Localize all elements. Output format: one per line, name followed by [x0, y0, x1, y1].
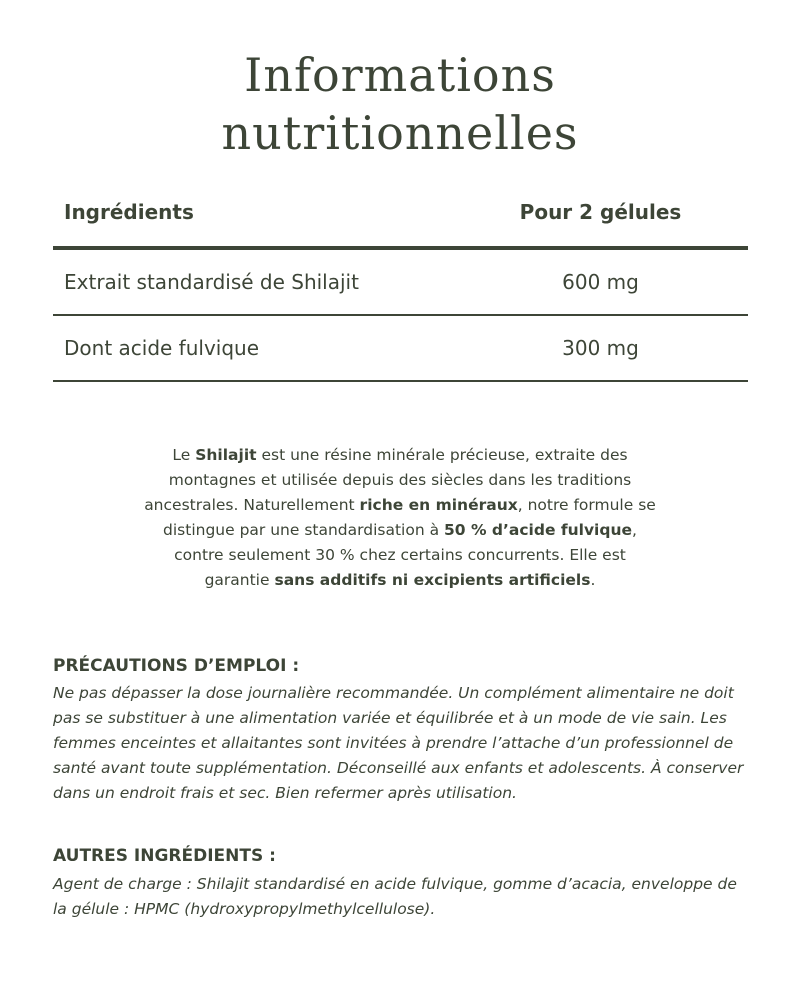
ingredient-amount: 600 mg [562, 270, 639, 294]
table-header-row [53, 186, 748, 250]
title-line-1: Informations [244, 48, 556, 102]
desc-bold: riche en minéraux [359, 496, 518, 514]
ingredient-name: Dont acide fulvique [64, 336, 260, 360]
desc-text: Le [172, 446, 196, 464]
product-description [140, 443, 660, 593]
precautions-text: Ne pas dépasser la dose journalière recommandée. Un complément alimentaire ne doit pas se substituer à une alimentation variée et équilibrée et à un mode de vie sain. Les femmes enceintes et allaitantes sont invitées à prendre l’attache d’un professionnel de santé avant toute supplémentation. Déconseillé aux enfants et adolescents. À conserver dans un endroit frais et sec. Bien refermer après utilisation. [53, 684, 744, 802]
other-ingredients-text: Agent de charge : Shilajit standardisé en acide fulvique, gomme d’acacia, enveloppe de la gélule : HPMC (hydroxypropylmethylcellulose). [53, 875, 737, 918]
ingredient-amount: 300 mg [562, 336, 639, 360]
header-amount: Pour 2 gélules [519, 200, 682, 224]
desc-bold: 50 % d’acide fulvique [444, 521, 633, 539]
header-ingredients: Ingrédients [64, 200, 194, 224]
other-ingredients-heading: AUTRES INGRÉDIENTS : [53, 846, 276, 866]
desc-text: est une résine minérale précieuse, extraite des montagnes et utilisée depuis des siècles dans les traditions ancestrales. Naturellement [144, 446, 632, 514]
desc-text: . [590, 571, 596, 589]
desc-text: , notre formule se distingue par une standardisation à [163, 496, 656, 539]
desc-bold: Shilajit [195, 446, 257, 464]
table-row [53, 250, 748, 316]
title-line-2: nutritionnelles [221, 106, 579, 160]
page-title [0, 46, 800, 162]
precautions-heading: PRÉCAUTIONS D’EMPLOI : [53, 656, 300, 676]
nutrition-table [53, 186, 748, 382]
desc-text: , contre seulement 30 % chez certains concurrents. Elle est garantie [174, 521, 637, 589]
ingredient-name: Extrait standardisé de Shilajit [64, 270, 359, 294]
desc-bold: sans additifs ni excipients artificiels [274, 571, 591, 589]
table-row [53, 316, 748, 382]
